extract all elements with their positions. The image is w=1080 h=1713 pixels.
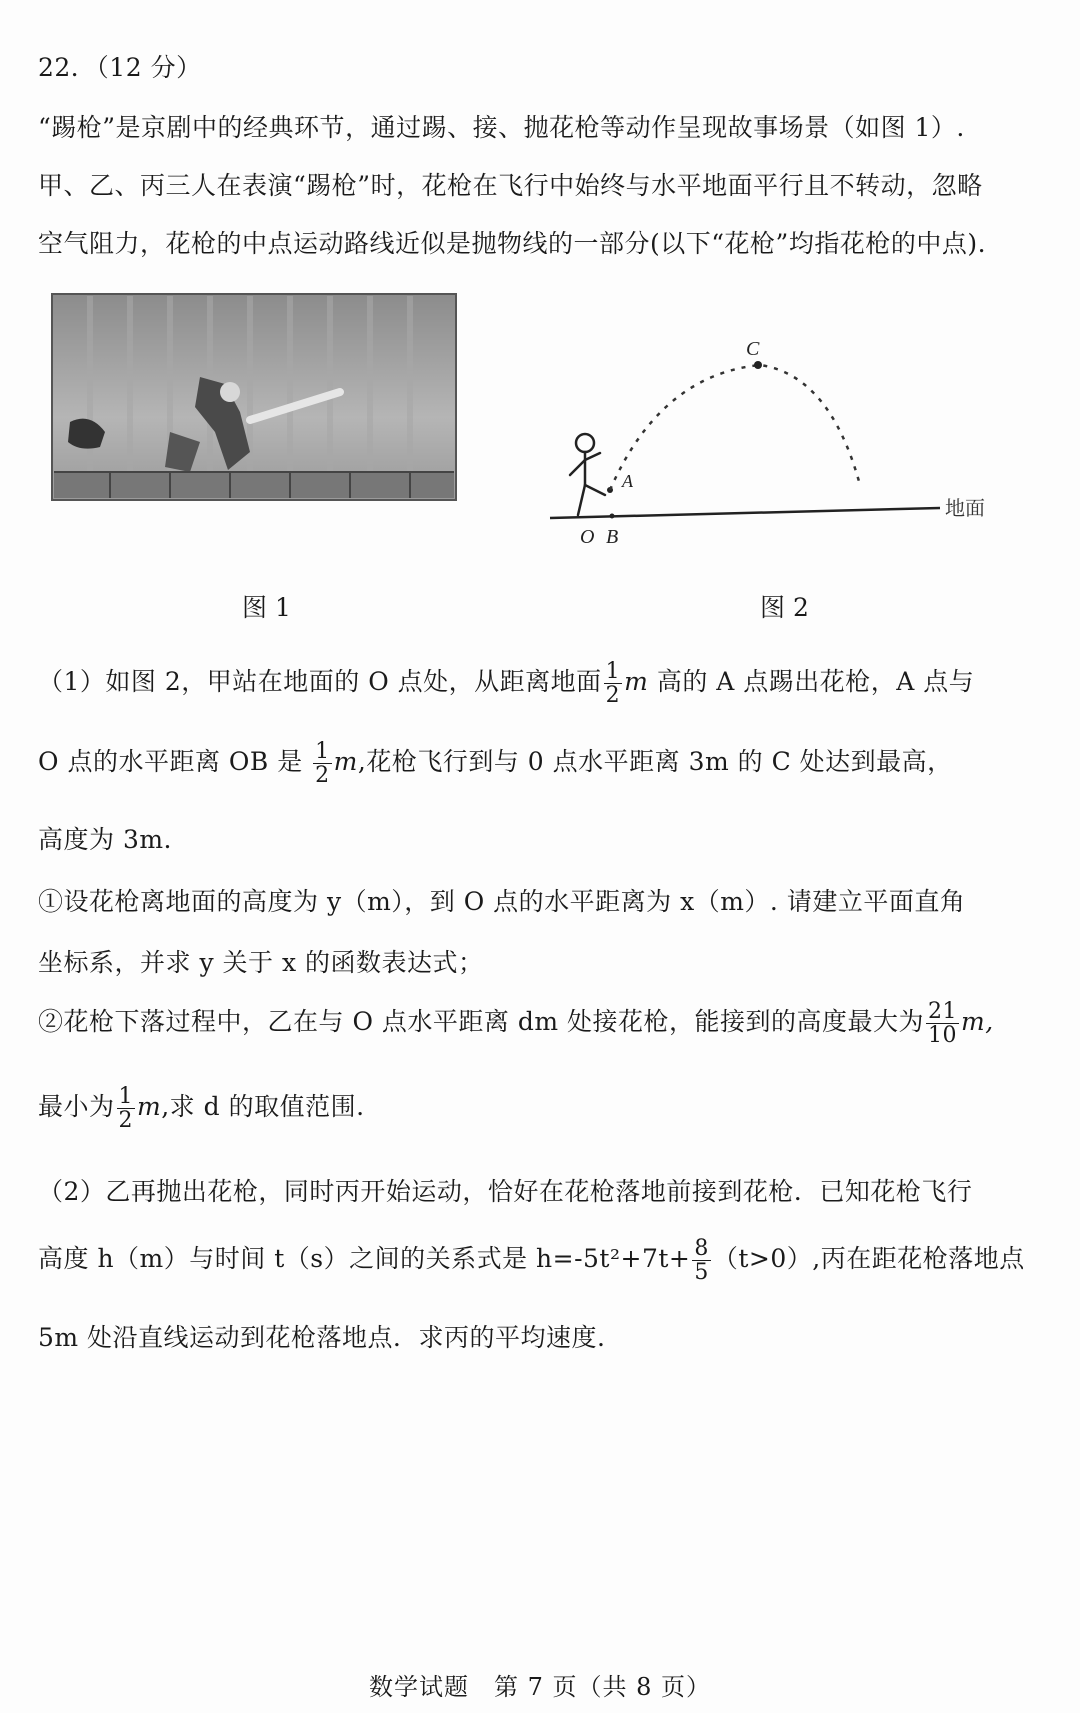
frac-den: 2 (315, 763, 330, 789)
part2-line-3: 5m 处沿直线运动到花枪落地点．求丙的平均速度. (38, 1323, 606, 1352)
figure-2-diagram (540, 325, 1000, 555)
part1-text-1a: （1）如图 2，甲站在地面的 O 点处，从距离地面 (38, 667, 602, 697)
intro-line-2: 甲、乙、丙三人在表演“踢枪”时，花枪在飞行中始终与水平地面平行且不转动，忽略 (38, 171, 983, 200)
part1-text-1c: 高的 A 点踢出花枪，A 点与 (648, 667, 975, 697)
figure-2-caption: 图 2 (760, 593, 809, 622)
part2-text-b: （t>0）,丙在距花枪落地点 (712, 1244, 1025, 1274)
intro-line-1: “踢枪”是京剧中的经典环节，通过踢、接、抛花枪等动作呈现故事场景（如图 1）. (38, 113, 965, 142)
frac-num: 21 (928, 999, 957, 1024)
part1-line-1 (38, 660, 974, 707)
part1-text-2a: O 点的水平距离 OB 是 (38, 747, 312, 777)
part2-line-2 (38, 1237, 1025, 1284)
frac-den: 5 (694, 1260, 709, 1286)
label-o: O (580, 526, 595, 548)
unit-m: m (137, 1092, 162, 1122)
frac-den: 2 (118, 1108, 134, 1134)
frac-num: 1 (118, 1084, 134, 1109)
subq2-line-2 (38, 1085, 365, 1132)
part1-line-2 (38, 740, 953, 787)
fraction-half-2 (313, 740, 332, 787)
label-c: C (746, 338, 760, 360)
subq1-line-2: 坐标系，并求 y 关于 x 的函数表达式； (38, 948, 484, 977)
frac-num: 1 (315, 739, 330, 764)
point-c (754, 361, 762, 369)
frac-den: 10 (928, 1023, 957, 1049)
subq1-line-1: ①设花枪离地面的高度为 y（m），到 O 点的水平距离为 x（m）. 请建立平面直角 (38, 887, 966, 916)
fraction-half-1 (604, 660, 623, 707)
unit-m: m (624, 667, 649, 697)
part1-text-2c: ,花枪飞行到与 0 点水平距离 3m 的 C 处达到最高， (357, 747, 953, 777)
subq2-text-a: ②花枪下落过程中，乙在与 O 点水平距离 dm 处接花枪，能接到的高度最大为 (38, 1007, 924, 1037)
label-ground: 地面 (945, 496, 985, 520)
trajectory-dashed (610, 365, 860, 490)
part2-line-1: （2）乙再抛出花枪，同时丙开始运动，恰好在花枪落地前接到花枪．已知花枪飞行 (38, 1177, 973, 1206)
unit-m: m (333, 747, 358, 777)
figure-1-caption: 图 1 (242, 593, 291, 622)
label-a: A (622, 471, 633, 491)
label-b: B (606, 526, 619, 548)
stick-figure (570, 434, 605, 515)
frac-den: 2 (605, 683, 621, 709)
part1-line-3: 高度为 3m. (38, 825, 173, 854)
fraction-8-5 (692, 1237, 711, 1284)
page-footer: 数学试题 第 7 页（共 8 页） (368, 1673, 712, 1701)
frac-num: 1 (605, 659, 621, 684)
fraction-half-3 (117, 1085, 136, 1132)
subq2-line-1 (38, 1000, 994, 1047)
unit-m: m, (961, 1007, 994, 1037)
point-b (610, 514, 615, 519)
subq2-text-range: ,求 d 的取值范围. (161, 1092, 365, 1122)
fraction-21-10 (926, 1000, 959, 1047)
question-number: 22．（12 分） (38, 53, 202, 82)
figure-1-photo (50, 292, 460, 504)
ground-line (550, 508, 940, 518)
intro-line-3: 空气阻力，花枪的中点运动路线近似是抛物线的一部分(以下“花枪”均指花枪的中点). (38, 229, 987, 258)
frac-num: 8 (694, 1236, 709, 1261)
subq2-text-min: 最小为 (38, 1092, 115, 1122)
part2-text-a: 高度 h（m）与时间 t（s）之间的关系式是 h=-5t²+7t+ (38, 1244, 691, 1274)
